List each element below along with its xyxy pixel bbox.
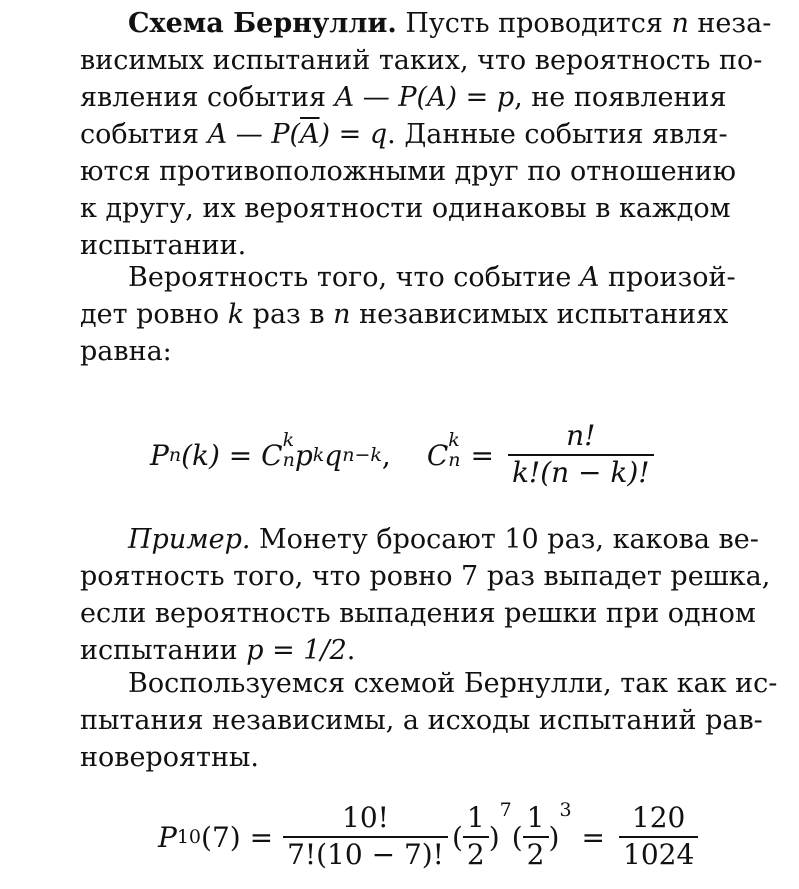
- text-line: дет ровно k раз в n независимых испытаниях: [80, 299, 729, 330]
- text-line: Пример. Монету бросают 10 раз, какова ве-: [128, 524, 759, 555]
- text-line: события A — $P(\overline{A}) = q$. Данные события явля-: [80, 119, 728, 150]
- text-line: если вероятность выпадения решки при одном: [80, 598, 756, 629]
- text-line: Вероятность того, что событие A произой-: [128, 262, 736, 293]
- fraction: $\frac{10!}{7!(10 - 7)!}$: [283, 803, 448, 871]
- text-line: Воспользуемся схемой Бернулли, так как ис-: [128, 668, 778, 699]
- text-line: ются противоположными друг по отношению: [80, 156, 737, 187]
- text-line: испытании p = 1/2.: [80, 635, 356, 666]
- text-line: новероятны.: [80, 742, 260, 773]
- text-line: явления события A — P(A) = p, не появления: [80, 82, 727, 113]
- inline-math: A — P(A) = p: [334, 82, 515, 113]
- section-heading: Схема Бернулли.: [128, 8, 397, 39]
- fraction: $\frac{n!}{k!(n - k)!}$: [508, 421, 654, 489]
- text-line: Схема Бернулли. Пусть проводится n неза-: [128, 8, 772, 39]
- fraction: $\frac{1}{2}$: [523, 803, 549, 871]
- text-line: висимых испытаний таких, что вероятность по-: [80, 45, 763, 76]
- text-line: роятность того, что ровно 7 раз выпадет решка,: [80, 561, 771, 592]
- fraction: $\frac{1}{2}$: [463, 803, 489, 871]
- inline-math: p = 1/2: [246, 635, 347, 666]
- example-formula: P 10 (7) = $\frac{10!}{7!(10 - 7)!}$ ( $\frac{1}{2}$ ) 7 ( $\frac{1}{2}$ ) 3 = $\frac{120}{1024}$: [158, 800, 702, 874]
- inline-math: A — $P(\overline{A}) = q$: [207, 119, 388, 150]
- text-line: к другу, их вероятности одинаковы в каждом: [80, 193, 731, 224]
- example-label: Пример.: [128, 524, 251, 555]
- text-line: равна:: [80, 336, 172, 367]
- fraction: $\frac{120}{1024}$: [619, 803, 698, 871]
- bernoulli-formula: P n (k) = C k n p k q n−k , C k n = $\frac{n!}{k!(n - k)!}$: [150, 418, 658, 492]
- text-line: испытании.: [80, 230, 247, 261]
- text-line: пытания независимы, а исходы испытаний рав-: [80, 705, 763, 736]
